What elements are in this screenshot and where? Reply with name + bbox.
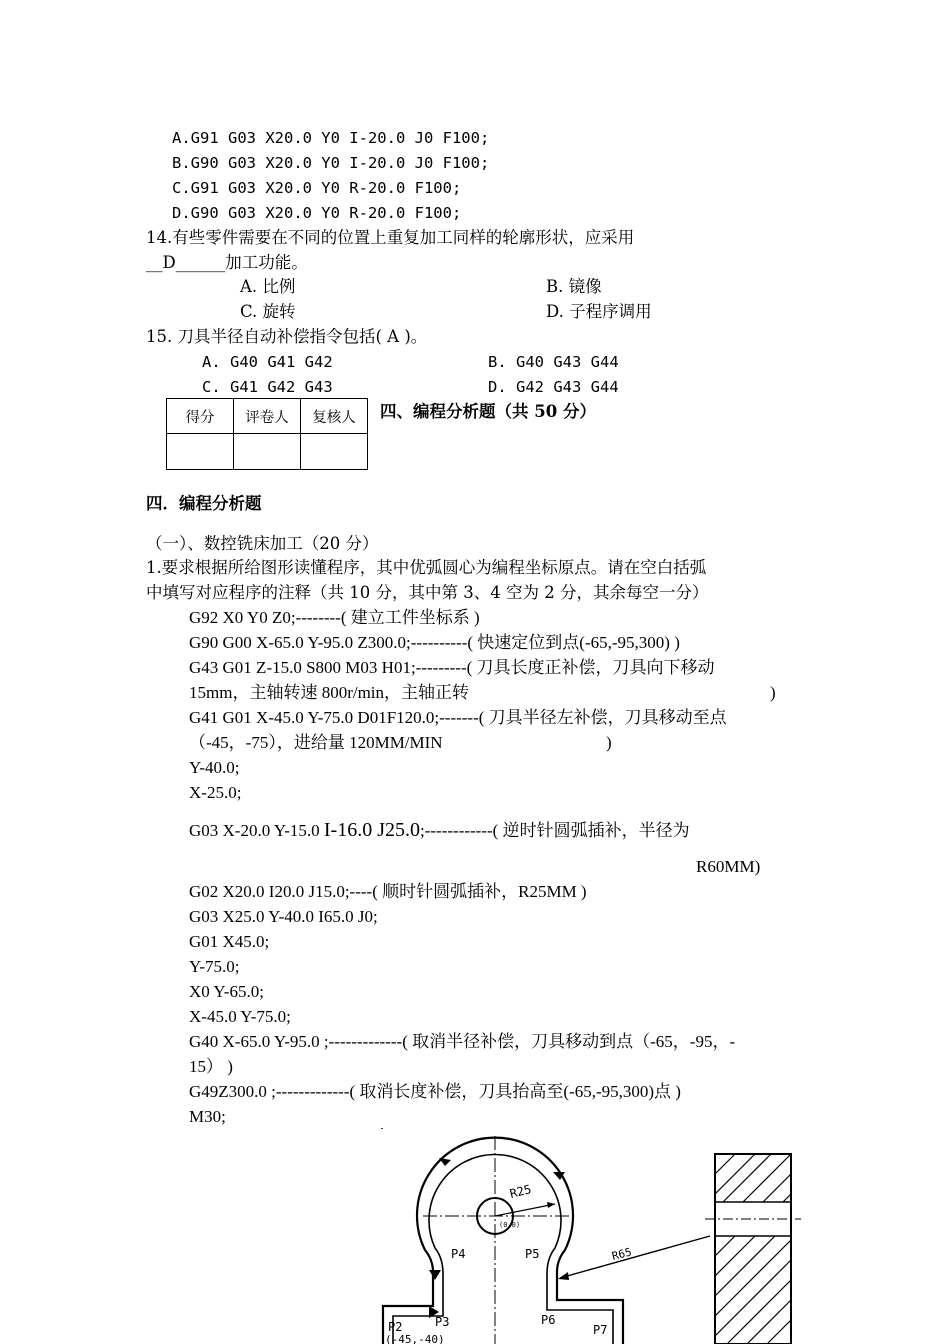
program-line-14-cont: 15） ) (189, 1057, 233, 1076)
q14-option-a: A. 比例 (240, 277, 296, 296)
tool-path (393, 1155, 613, 1344)
label-r65: R65 (610, 1245, 634, 1263)
q14-option-b: B. 镜像 (546, 277, 602, 296)
section-title-box: 四、编程分析题（共 50 分） (380, 402, 596, 421)
program-line-6: X-25.0; (189, 783, 242, 802)
program-line-3-cont: 15mm，主轴转速 800r/min，主轴正转 (189, 683, 470, 702)
program-line-15: G49Z300.0 ;-------------( 取消长度补偿，刀具抬高至(-65,-95,300)点 ) (189, 1082, 681, 1101)
q1-stem-line1: 1.要求根据所给图形读懂程序，其中优弧圆心为编程坐标原点。请在空白括弧 (146, 558, 707, 577)
program-line-4-cont: （-45，-75），进给量 120MM/MIN (189, 733, 443, 752)
q15-option-a: A. G40 G41 G42 (202, 353, 333, 371)
label-p5: P5 (525, 1247, 540, 1261)
path-arrow-left (429, 1270, 441, 1280)
score-cell-score (167, 434, 234, 470)
section-heading: 四．编程分析题 (146, 494, 262, 513)
label-p3: P3 (435, 1315, 450, 1329)
program-line-12: X0 Y-65.0; (189, 982, 264, 1001)
score-header-score: 得分 (167, 399, 234, 434)
program-line-4: G41 G01 X-45.0 Y-75.0 D01F120.0;-------( 刀具半径左补偿，刀具移动至点 (189, 708, 727, 727)
r25-leader (495, 1204, 555, 1216)
score-header-reviewer: 复核人 (301, 399, 368, 434)
program-line-14: G40 X-65.0 Y-95.0 ;-------------( 取消半径补偿，刀具移动到点（-65，-95，- (189, 1032, 736, 1051)
program-line-4-close: ) (606, 733, 612, 752)
outer-profile (383, 1138, 623, 1344)
q13-option-b: B.G90 G03 X20.0 Y0 I-20.0 J0 F100; (172, 154, 490, 172)
label-p2-coord: (-45,-40) (385, 1333, 445, 1344)
q13-option-c: C.G91 G03 X20.0 Y0 R-20.0 F100; (172, 179, 462, 197)
q14-stem-line2: __D______加工功能。 (146, 253, 308, 272)
program-line-10: G01 X45.0; (189, 932, 270, 951)
program-line-16: M30; (189, 1107, 226, 1126)
program-line-5: Y-40.0; (189, 758, 240, 777)
program-line-3: G43 G01 Z-15.0 S800 M03 H01;---------( 刀具长度正补偿，刀具向下移动 (189, 658, 715, 677)
score-cell-grader (234, 434, 301, 470)
q14-option-d: D. 子程序调用 (546, 302, 652, 321)
q13-option-d: D.G90 G03 X20.0 Y0 R-20.0 F100; (172, 204, 462, 222)
label-p4: P4 (451, 1247, 466, 1261)
program-line-7-part1: G03 X-20.0 Y-15.0 (189, 821, 324, 840)
q15-stem: 15. 刀具半径自动补偿指令包括( A )。 (146, 327, 428, 346)
q14-stem-line1: 14.有些零件需要在不同的位置上重复加工同样的轮廓形状，应采用 (146, 228, 635, 247)
label-p6: P6 (541, 1313, 556, 1327)
label-p2: P2 (388, 1320, 403, 1334)
program-line-13: X-45.0 Y-75.0; (189, 1007, 291, 1026)
path-arrow-top-left (439, 1158, 451, 1166)
r65-leader (560, 1236, 710, 1278)
part-drawing-figure (355, 1128, 815, 1344)
q15-option-b: B. G40 G43 G44 (488, 353, 619, 371)
score-table (166, 398, 368, 470)
program-line-7-cont: R60MM) (696, 857, 761, 876)
q15-option-d: D. G42 G43 G44 (488, 378, 619, 396)
r25-arrowhead (547, 1202, 555, 1208)
q13-option-a: A.G91 G03 X20.0 Y0 I-20.0 J0 F100; (172, 129, 490, 147)
figure-dot (381, 1128, 383, 1129)
label-r25: R25 (508, 1182, 533, 1201)
label-p7: P7 (593, 1323, 608, 1337)
label-origin: (0,0) (499, 1221, 521, 1229)
program-line-7-part2: I-16.0 J25.0 (323, 819, 420, 841)
q15-option-c: C. G41 G42 G43 (202, 378, 333, 396)
program-line-2: G90 G00 X-65.0 Y-95.0 Z300.0;----------( 快速定位到点(-65,-95,300) ) (189, 633, 680, 652)
q14-option-c: C. 旋转 (240, 302, 296, 321)
program-line-11: Y-75.0; (189, 957, 240, 976)
score-cell-reviewer (301, 434, 368, 470)
q1-stem-line2: 中填写对应程序的注释（共 10 分，其中第 3、4 空为 2 分，其余每空一分） (146, 583, 709, 602)
r65-arrowhead (558, 1272, 569, 1280)
program-line-7-part3: ;------------( 逆时针圆弧插补，半径为 (420, 821, 690, 840)
program-line-1: G92 X0 Y0 Z0;--------( 建立工件坐标系 ) (189, 608, 480, 627)
section-view (705, 1154, 801, 1344)
program-line-8: G02 X20.0 I20.0 J15.0;----( 顺时针圆弧插补，R25MM ) (189, 882, 587, 901)
subsection-title: （一）、数控铣床加工（20 分） (146, 534, 379, 553)
program-line-3-close: ) (770, 683, 776, 702)
program-line-7 (189, 819, 690, 842)
program-line-9: G03 X25.0 Y-40.0 I65.0 J0; (189, 907, 378, 926)
score-header-grader: 评卷人 (234, 399, 301, 434)
